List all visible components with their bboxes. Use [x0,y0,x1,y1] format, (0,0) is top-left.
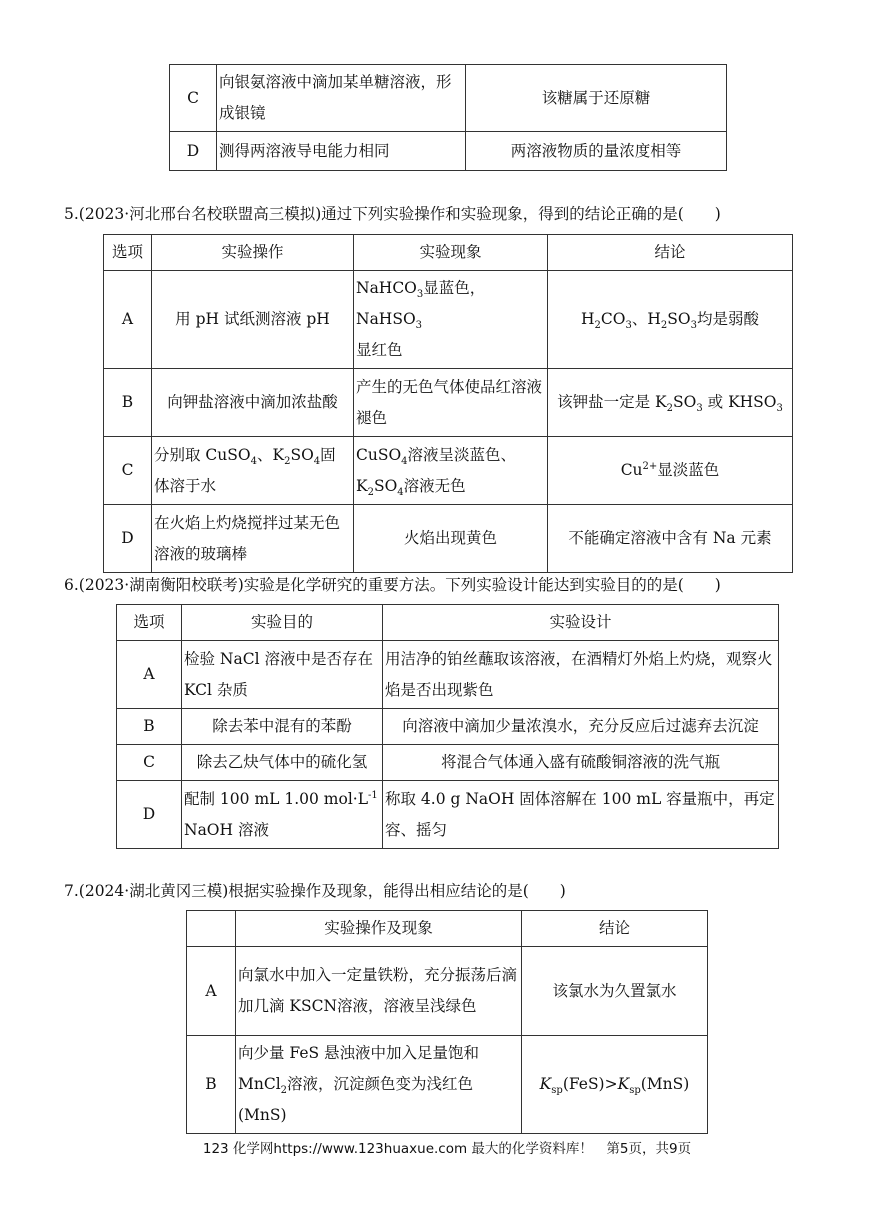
phenomenon-cell: 产生的无色气体使品红溶液褪色 [354,369,548,437]
goal-cell: 除去苯中混有的苯酚 [182,709,383,745]
table-row [187,947,708,1036]
table-row [104,437,793,505]
header-cell: 选项 [104,235,152,271]
header-cell: 选项 [117,605,182,641]
option-label: C [104,437,152,505]
table-row [117,745,779,781]
design-cell: 将混合气体通入盛有硫酸铜溶液的洗气瓶 [383,745,779,781]
table-row [117,641,779,709]
q7-table [186,910,708,1134]
option-label: B [187,1036,236,1134]
option-label: D [117,781,182,849]
table-row [170,65,727,132]
conclusion-cell: 该氯水为久置氯水 [522,947,708,1036]
header-cell [187,911,236,947]
q5-table [103,234,793,573]
conclusion-cell: $Cu^{2+}$显淡蓝色 [548,437,793,505]
header-cell: 实验目的 [182,605,383,641]
goal-cell: 检验 NaCl 溶液中是否存在 KCl 杂质 [182,641,383,709]
operation-cell: 向钾盐溶液中滴加浓盐酸 [152,369,354,437]
header-cell: 实验操作 [152,235,354,271]
question-7-stem: 7.(2024·湖北黄冈三模)根据实验操作及现象，能得出相应结论的是( ) [64,882,566,900]
phenomenon-cell: CuSO$_4$溶液呈淡蓝色、$K_2SO_4$溶液无色 [354,437,548,505]
option-label: B [104,369,152,437]
design-cell: 用洁净的铂丝蘸取该溶液，在酒精灯外焰上灼烧，观察火焰是否出现紫色 [383,641,779,709]
operation-cell: 分别取 CuSO$_4$、$K_2SO_4$固体溶于水 [152,437,354,505]
phenomenon-cell: NaHCO$_3$显蓝色，NaHSO$_3$ 显红色 [354,271,548,369]
operation-cell: 向少量 FeS 悬浊液中加入足量饱和 MnCl$_2$溶液，沉淀颜色变为浅红色(MnS) [236,1036,522,1134]
option-label: C [117,745,182,781]
table-row [187,1036,708,1134]
question-6-stem: 6.(2023·湖南衡阳校联考)实验是化学研究的重要方法。下列实验设计能达到实验目的的是( ) [64,576,721,594]
table-row [170,132,727,171]
question-5-stem: 5.(2023·河北邢台名校联盟高三模拟)通过下列实验操作和实验现象，得到的结论正确的是( ) [64,205,721,223]
table-header-row [117,605,779,641]
table-header-row [187,911,708,947]
page-footer: 123 化学网https://www.123huaxue.com 最大的化学资料库！ 第5页，共9页 [202,1141,692,1157]
operation-cell: 向银氨溶液中滴加某单糖溶液，形成银镜 [217,65,466,132]
header-cell: 结论 [548,235,793,271]
table-row [104,271,793,369]
option-label: C [170,65,217,132]
table-row [117,781,779,849]
design-cell: 称取 4.0 g NaOH 固体溶解在 100 mL 容量瓶中，再定容、摇匀 [383,781,779,849]
conclusion-cell: $H_2CO_3$、$H_2SO_3$均是弱酸 [548,271,793,369]
header-cell: 实验现象 [354,235,548,271]
table-header-row [104,235,793,271]
conclusion-cell: 两溶液物质的量浓度相等 [466,132,727,171]
option-label: A [117,641,182,709]
table-row [117,709,779,745]
table-row [104,369,793,437]
option-label: D [170,132,217,171]
conclusion-cell: $K_{sp}(FeS)>K_{sp}(MnS)$ [522,1036,708,1134]
header-cell: 实验操作及现象 [236,911,522,947]
option-label: A [187,947,236,1036]
operation-cell: 在火焰上灼烧搅拌过某无色溶液的玻璃棒 [152,505,354,573]
option-label: B [117,709,182,745]
option-label: D [104,505,152,573]
operation-cell: 向氯水中加入一定量铁粉，充分振荡后滴加几滴 KSCN溶液，溶液呈浅绿色 [236,947,522,1036]
table-row [104,505,793,573]
option-label: A [104,271,152,369]
q6-table [116,604,779,849]
conclusion-cell: 不能确定溶液中含有 Na 元素 [548,505,793,573]
conclusion-cell: 该糖属于还原糖 [466,65,727,132]
operation-cell: 用 pH 试纸测溶液 pH [152,271,354,369]
goal-cell: 除去乙炔气体中的硫化氢 [182,745,383,781]
goal-cell: 配制 100 mL 1.00 $mol\cdot L^{-1}$ NaOH 溶液 [182,781,383,849]
design-cell: 向溶液中滴加少量浓溴水，充分反应后过滤弃去沉淀 [383,709,779,745]
conclusion-cell: 该钾盐一定是 $K_2SO_3$ 或 $KHSO_3$ [548,369,793,437]
phenomenon-cell: 火焰出现黄色 [354,505,548,573]
header-cell: 结论 [522,911,708,947]
header-cell: 实验设计 [383,605,779,641]
q4-table [169,64,727,171]
operation-cell: 测得两溶液导电能力相同 [217,132,466,171]
